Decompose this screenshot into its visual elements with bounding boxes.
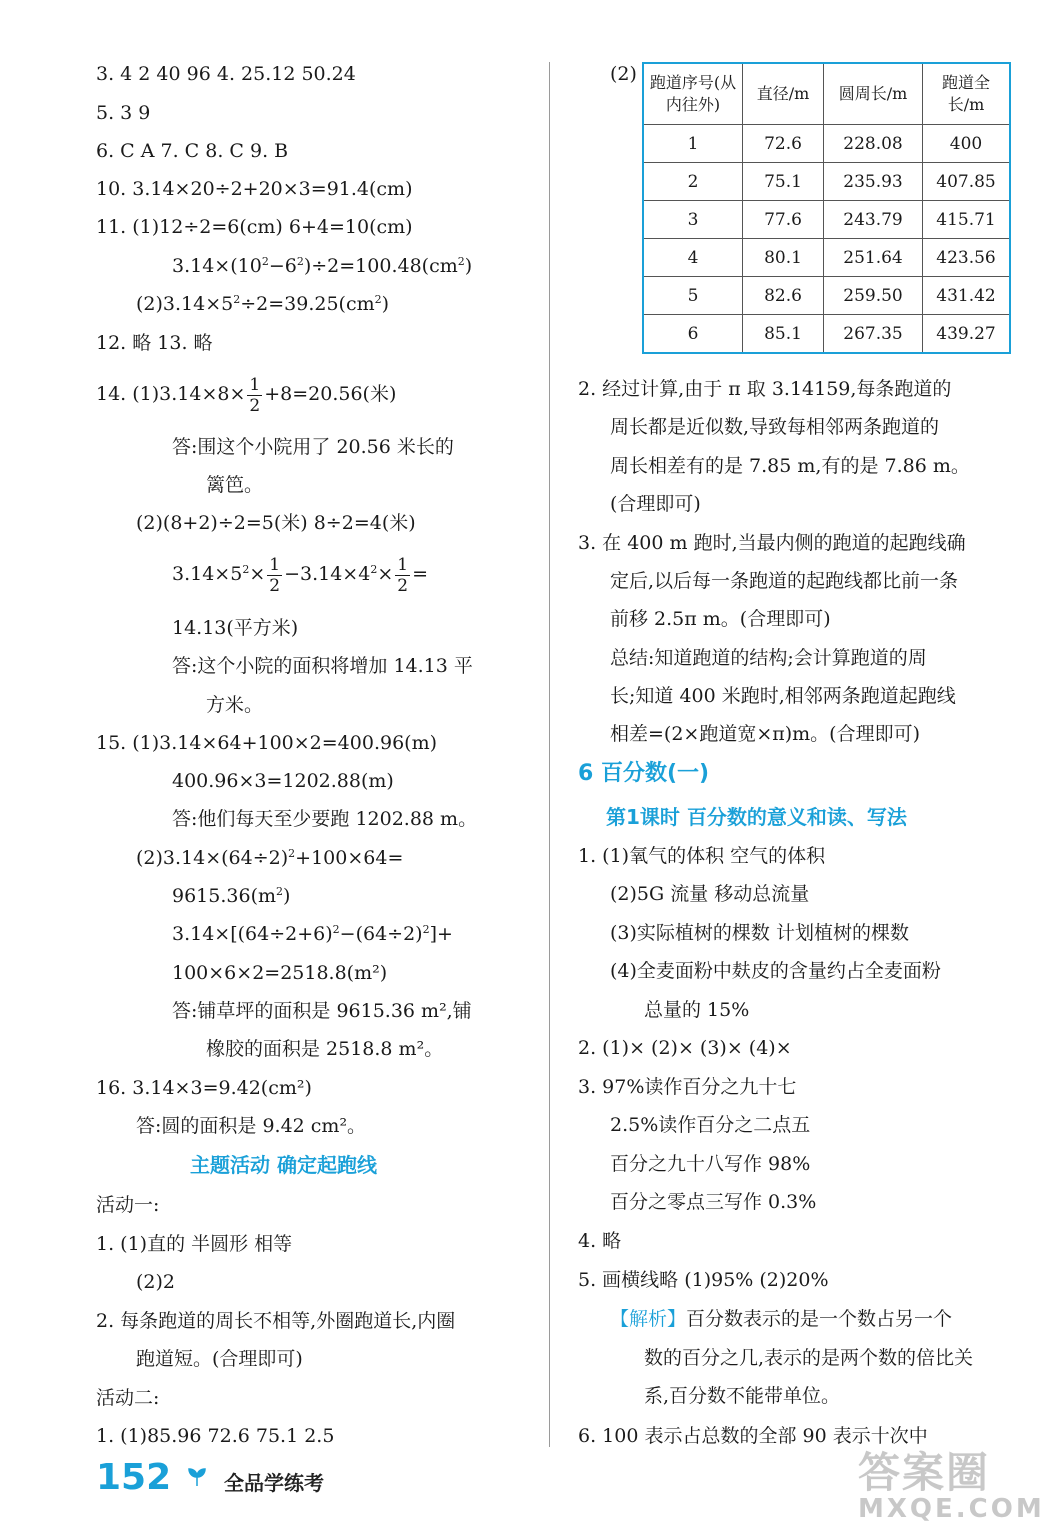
leaf-logo-icon <box>186 1466 208 1488</box>
answer-line: 答:圆的面积是 9.42 cm²。 <box>136 1115 367 1137</box>
section-heading: 主题活动 确定起跑线 <box>190 1153 377 1177</box>
answer-line: 3. 4 2 40 96 4. 25.12 50.24 <box>96 63 356 85</box>
answer-line: 答:铺草坪的面积是 9615.36 m²,铺 <box>172 1000 472 1022</box>
formula-part: 14. (1)3.14×8× <box>96 383 246 405</box>
track-table <box>642 62 1011 354</box>
table-cell: 228.08 <box>824 125 923 163</box>
formula-line: $3.14\times[(64\div 2+6)^2-(64\div 2)^2]+$ <box>172 923 453 945</box>
fraction-numerator: 1 <box>269 554 281 575</box>
fraction-numerator: 1 <box>249 374 261 395</box>
table-cell: 85.1 <box>743 315 824 354</box>
table-row <box>643 163 1010 201</box>
answer-line: 橡胶的面积是 2518.8 m²。 <box>206 1038 444 1060</box>
formula-part: = <box>387 847 404 869</box>
answer-line: 答:这个小院的面积将增加 14.13 平 <box>172 655 473 677</box>
table-cell: 431.42 <box>923 277 1011 315</box>
table-cell: 415.71 <box>923 201 1011 239</box>
table-cell: 3 <box>643 201 743 239</box>
table-header-cell: 跑道全长/m <box>923 63 1011 125</box>
answer-line: 4. 略 <box>578 1230 622 1252</box>
lesson-heading: 第1课时 百分数的意义和读、写法 <box>606 805 907 829</box>
answer-line: 16. 3.14×3=9.42(cm²) <box>96 1077 312 1099</box>
answer-line: 12. 略 13. 略 <box>96 332 213 354</box>
table-row <box>643 315 1010 354</box>
table-cell: 77.6 <box>743 201 824 239</box>
formula-part: ]+ <box>429 923 453 945</box>
table-cell: 243.79 <box>824 201 923 239</box>
table-header-row <box>643 63 1010 125</box>
answer-line: 周长都是近似数,导致每相邻两条跑道的 <box>610 416 940 438</box>
answer-line: (2)5G 流量 移动总流量 <box>610 883 810 905</box>
fraction-half <box>247 375 262 416</box>
answer-line: 相差=(2×跑道宽×π)m。(合理即可) <box>610 723 921 745</box>
answer-line: 活动二: <box>96 1387 160 1409</box>
answer-line: 活动一: <box>96 1194 160 1216</box>
formula-part: = <box>412 563 428 585</box>
fraction-denominator: 2 <box>249 395 261 416</box>
table-cell: 75.1 <box>743 163 824 201</box>
formula-line: $9615.36(m^2)$ <box>172 885 291 907</box>
answer-line: (2)(8+2)÷2=5(米) 8÷2=4(米) <box>136 512 416 534</box>
table-label: (2) <box>610 63 637 85</box>
table-header-cell: 跑道序号(从内往外) <box>643 63 743 125</box>
answer-line: 百分之零点三写作 0.3% <box>610 1191 817 1213</box>
table-cell: 407.85 <box>923 163 1011 201</box>
answer-line: 3. 97%读作百分之九十七 <box>578 1076 797 1098</box>
brand-name: 全品学练考 <box>224 1471 324 1495</box>
answer-line: 周长相差有的是 7.85 m,有的是 7.86 m。 <box>610 455 970 477</box>
answer-line: 前移 2.5π m。(合理即可) <box>610 608 831 630</box>
answer-line: 定后,以后每一条跑道的起跑线都比前一条 <box>610 570 959 592</box>
answer-line: 15. (1)3.14×64+100×2=400.96(m) <box>96 732 438 754</box>
table-cell: 400 <box>923 125 1011 163</box>
table-cell: 72.6 <box>743 125 824 163</box>
table-header-cell: 直径/m <box>743 63 824 125</box>
page-number: 152 <box>96 1457 172 1498</box>
answer-line: 答:他们每天至少要跑 1202.88 m。 <box>172 808 478 830</box>
answer-line: 6. 100 表示占总数的全部 90 表示十次中 <box>578 1425 928 1447</box>
formula-part: +8=20.56(米) <box>264 383 397 405</box>
fraction-half <box>267 555 282 596</box>
fraction-numerator: 1 <box>397 554 409 575</box>
table-cell: 235.93 <box>824 163 923 201</box>
table-cell: 4 <box>643 239 743 277</box>
answer-line: 总结:知道跑道的结构;会计算跑道的周 <box>610 647 927 669</box>
table-cell: 80.1 <box>743 239 824 277</box>
answer-line: (2)2 <box>136 1271 176 1293</box>
answer-line: 总量的 15% <box>644 999 750 1021</box>
answer-line: 5. 画横线略 (1)95% (2)20% <box>578 1269 829 1291</box>
table-row <box>643 201 1010 239</box>
table-cell: 267.35 <box>824 315 923 354</box>
answer-line: 400.96×3=1202.88(m) <box>172 770 394 792</box>
watermark-text: 答案圈 <box>858 1448 991 1497</box>
watermark-url: MXQE.COM <box>858 1494 1045 1524</box>
table-row <box>643 239 1010 277</box>
answer-line: 2.5%读作百分之二点五 <box>610 1114 811 1136</box>
table-cell: 2 <box>643 163 743 201</box>
fraction-denominator: 2 <box>397 575 409 596</box>
answer-line: 1. (1)85.96 72.6 75.1 2.5 <box>96 1425 335 1447</box>
fraction-half <box>395 555 410 596</box>
answer-line: (4)全麦面粉中麸皮的含量约占全麦面粉 <box>610 960 941 982</box>
answer-line: 1. (1)直的 半圆形 相等 <box>96 1233 293 1255</box>
answer-line: 11. (1)12÷2=6(cm) 6+4=10(cm) <box>96 216 413 238</box>
formula-line <box>96 372 396 416</box>
formula-line: $(2)3.14\times(64\div 2)^2+100\times 64=$ <box>136 847 404 869</box>
table-cell: 439.27 <box>923 315 1011 354</box>
fraction-denominator: 2 <box>269 575 281 596</box>
formula-line: $(2)3.14\times 5^2\div 2=39.25(cm^2)$ <box>136 293 390 315</box>
watermark <box>858 1440 1045 1524</box>
answer-line: 篱笆。 <box>206 474 264 496</box>
answer-line: 数的百分之几,表示的是两个数的倍比关 <box>644 1347 974 1369</box>
table-header-cell: 圆周长/m <box>824 63 923 125</box>
answer-line: 100×6×2=2518.8(m²) <box>172 962 388 984</box>
answer-line: 3. 在 400 m 跑时,当最内侧的跑道的起跑线确 <box>578 532 966 554</box>
answer-line: (合理即可) <box>610 493 701 515</box>
table-cell: 82.6 <box>743 277 824 315</box>
analysis-line <box>610 1307 952 1331</box>
table-cell: 6 <box>643 315 743 354</box>
table-cell: 259.50 <box>824 277 923 315</box>
answer-line: 答:围这个小院用了 20.56 米长的 <box>172 436 454 458</box>
answer-line: 5. 3 9 <box>96 102 151 124</box>
table-cell: 5 <box>643 277 743 315</box>
column-divider <box>549 62 550 1447</box>
table-cell: 423.56 <box>923 239 1011 277</box>
table-cell: 251.64 <box>824 239 923 277</box>
answer-line: 2. 经过计算,由于 π 取 3.14159,每条跑道的 <box>578 378 952 400</box>
chapter-heading: 6 百分数(一) <box>578 761 710 786</box>
answer-line: 2. 每条跑道的周长不相等,外圈跑道长,内圈 <box>96 1310 456 1332</box>
formula-line: $3.14\times(10^2-6^2)\div 2=100.48(cm^2)$ <box>172 255 473 277</box>
answer-line: 1. (1)氧气的体积 空气的体积 <box>578 845 826 867</box>
table-row <box>643 125 1010 163</box>
answer-line: 10. 3.14×20÷2+20×3=91.4(cm) <box>96 178 413 200</box>
answer-line: 跑道短。(合理即可) <box>136 1348 303 1370</box>
answer-line: 系,百分数不能带单位。 <box>644 1385 841 1407</box>
answer-line: 6. C A 7. C 8. C 9. B <box>96 140 289 162</box>
answer-line: 方米。 <box>206 694 264 716</box>
table-cell: 1 <box>643 125 743 163</box>
answer-line: 百分之九十八写作 98% <box>610 1153 811 1175</box>
formula-line: $3.14\times 5^2\times$ $\frac{1}{2}$ $-3.14\times 4^2\times$ $\frac{1}{2}$ = <box>172 554 428 596</box>
answer-line: 长;知道 400 米跑时,相邻两条跑道起跑线 <box>610 685 956 707</box>
table-row <box>643 277 1010 315</box>
analysis-tag: 【解析】 <box>610 1308 687 1330</box>
answer-line: (3)实际植树的棵数 计划植树的棵数 <box>610 922 909 944</box>
analysis-text: 百分数表示的是一个数占另一个 <box>686 1308 953 1330</box>
answer-line: 14.13(平方米) <box>172 617 299 639</box>
answer-line: 2. (1)× (2)× (3)× (4)× <box>578 1037 792 1059</box>
